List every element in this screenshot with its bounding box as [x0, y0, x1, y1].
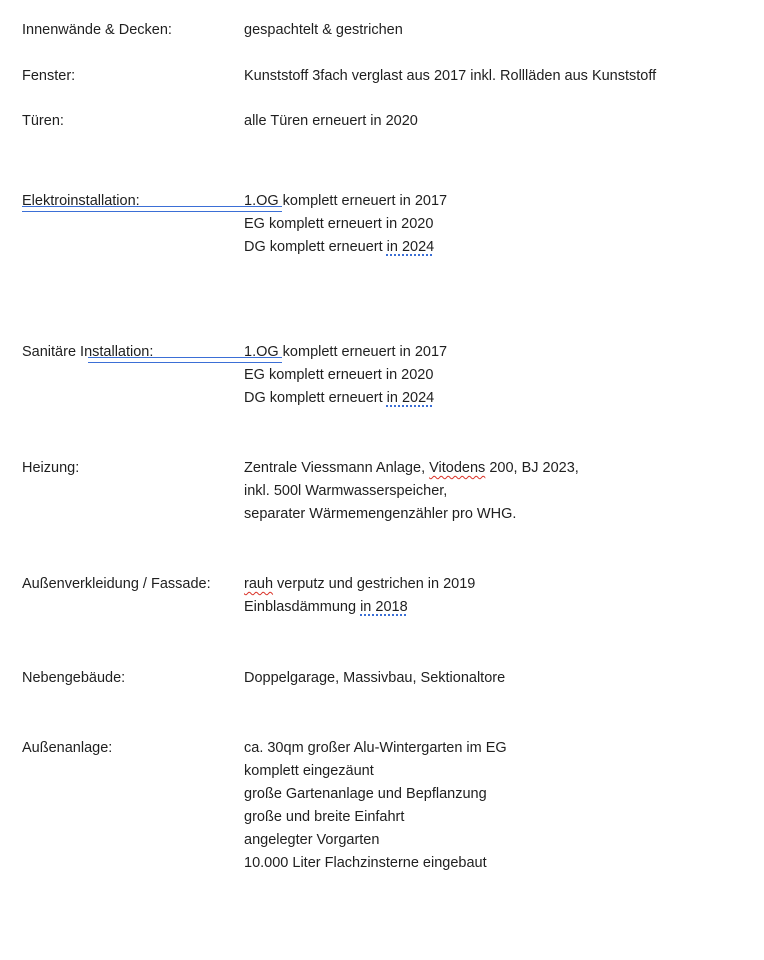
value-line: alle Türen erneuert in 2020 — [244, 113, 418, 129]
grammar-flag[interactable]: in 2024 — [386, 390, 435, 406]
value-part: 200, BJ 2023, — [485, 460, 579, 476]
label-elektro: Elektroinstallation: — [22, 193, 140, 209]
label-nebengebaeude: Nebengebäude: — [22, 670, 126, 686]
value-line — [244, 596, 475, 619]
value-line: Kunststoff 3fach verglast aus 2017 inkl. Rollläden aus Kunststoff — [244, 68, 657, 84]
value-part: verputz und gestrichen in 2019 — [273, 576, 476, 592]
value-part: Einblasdämmung — [244, 599, 361, 615]
value-line: große Gartenanlage und Bepflanzung — [244, 786, 487, 802]
label-fassade: Außenverkleidung / Fassade: — [22, 576, 211, 592]
value-line: EG komplett erneuert in 2020 — [244, 367, 434, 383]
value-part: 1.OG — [244, 344, 279, 360]
value-line: separater Wärmemengenzähler pro WHG. — [244, 506, 517, 522]
value-line — [244, 457, 579, 480]
review-mark — [22, 206, 282, 212]
value-sanitaer — [244, 341, 447, 410]
value-fassade — [244, 573, 475, 619]
value-line: angelegter Vorgarten — [244, 832, 380, 848]
value-line: Doppelgarage, Massivbau, Sektionaltore — [244, 670, 506, 686]
value-line — [244, 190, 447, 213]
label-part: Installation: — [80, 344, 154, 360]
value-fenster — [244, 65, 656, 88]
value-line — [244, 341, 447, 364]
value-elektro — [244, 190, 447, 259]
value-line: komplett eingezäunt — [244, 763, 374, 779]
value-line: große und breite Einfahrt — [244, 809, 405, 825]
label-part: Sanitäre — [22, 344, 81, 360]
label-heizung: Heizung: — [22, 460, 80, 476]
value-heizung — [244, 457, 579, 526]
label-aussenanlage: Außenanlage: — [22, 740, 113, 756]
value-part: DG komplett erneuert — [244, 390, 387, 406]
value-tueren — [244, 110, 418, 133]
label-tueren: Türen: — [22, 113, 64, 129]
value-line: inkl. 500l Warmwasserspeicher, — [244, 483, 448, 499]
value-nebengebaeude — [244, 667, 505, 690]
value-part: Zentrale Viessmann Anlage, — [244, 460, 430, 476]
value-line — [244, 573, 475, 596]
value-line: gespachtelt & gestrichen — [244, 22, 403, 38]
value-part: 1.OG — [244, 193, 279, 209]
value-part: komplett erneuert in 2017 — [278, 193, 448, 209]
value-line — [244, 236, 447, 259]
value-line: EG komplett erneuert in 2020 — [244, 216, 434, 232]
value-line: ca. 30qm großer Alu-Wintergarten im EG — [244, 740, 507, 756]
grammar-flag[interactable]: in 2018 — [360, 599, 408, 615]
value-innenwaende — [244, 19, 403, 42]
label-innenwaende: Innenwände & Decken: — [22, 22, 172, 38]
value-part: DG komplett erneuert — [244, 239, 387, 255]
grammar-flag[interactable]: in 2024 — [386, 239, 435, 255]
value-aussenanlage — [244, 737, 507, 875]
spelling-flag[interactable]: Vitodens — [429, 460, 486, 476]
value-line — [244, 387, 447, 410]
value-line: 10.000 Liter Flachzinsterne eingebaut — [244, 855, 487, 871]
spelling-flag[interactable]: rauh — [244, 576, 274, 592]
label-fenster: Fenster: — [22, 68, 76, 84]
value-part: komplett erneuert in 2017 — [278, 344, 448, 360]
